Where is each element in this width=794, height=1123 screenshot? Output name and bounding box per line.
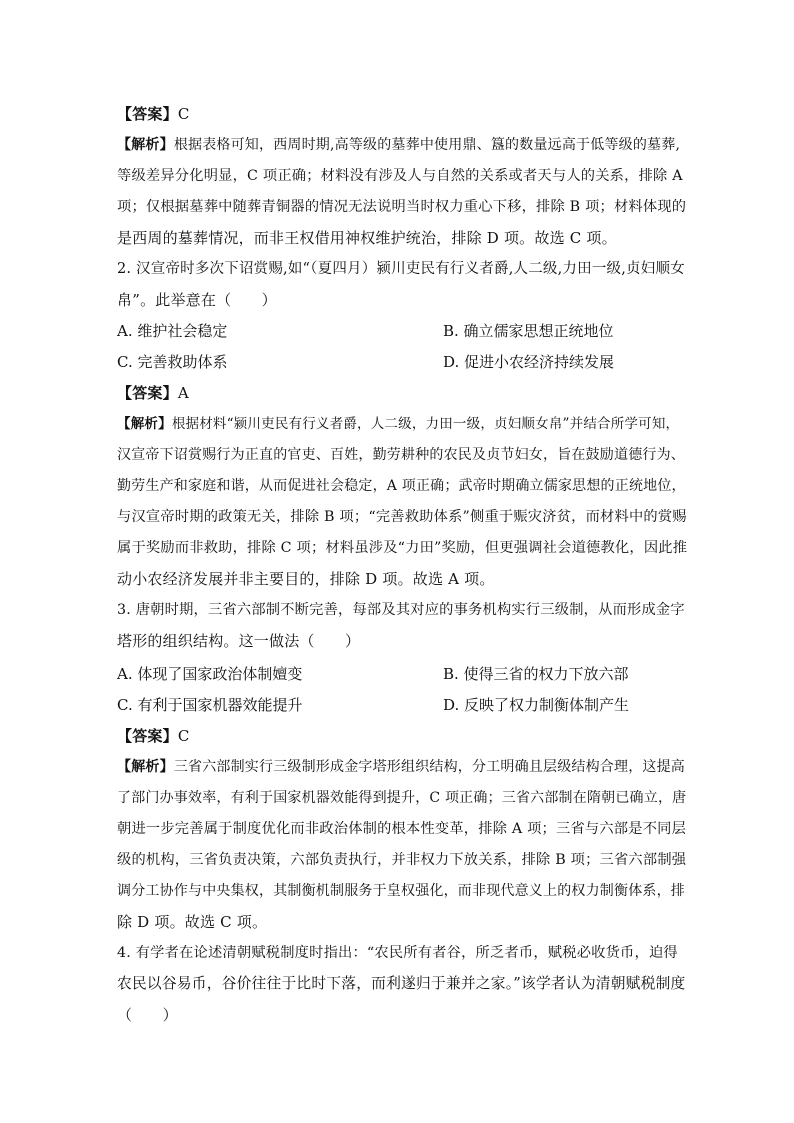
analysis-tag: 【解析】: [117, 137, 174, 153]
q2-option-c: C. 完善救助体系: [117, 353, 228, 371]
q3-stem-line-2: 塔形的组织结构。这一做法（ ）: [117, 632, 361, 650]
q2-analysis-line-6: 动小农经济发展并非主要目的，排除 D 项。故选 A 项。: [117, 570, 495, 588]
answer-tag: 【答案】: [117, 727, 178, 745]
q2-option-b: B. 确立儒家思想正统地位: [443, 322, 614, 340]
q2-stem-line-1: 2. 汉宣帝时多次下诏赏赐,如“（夏四月）颍川吏民有行义者爵,人二级,力田一级,贞妇顺女: [117, 261, 685, 277]
q3-option-b: B. 使得三省的权力下放六部: [443, 665, 629, 683]
q2-answer: [117, 383, 687, 403]
analysis-text: 三省六部制实行三级制形成金字塔形组织结构，分工明确且层级结构合理，这提高: [173, 759, 686, 775]
q2-analysis-line-4: 与汉宣帝时期的政策无关，排除 B 项；“完善救助体系”侧重于赈灾济贫，而材料中的赏赐: [117, 509, 687, 525]
q2-analysis-line-5: 属于奖励而非救助，排除 C 项；材料虽涉及“力田”奖励，但更强调社会道德教化，因此推: [117, 540, 688, 556]
q4-stem-line-2: 农民以谷易币，谷价往往于比时下落，而利遂归于兼并之家。”该学者认为清朝赋税制度: [117, 975, 686, 992]
q3-option-d: D. 反映了权力制衡体制产生: [443, 696, 630, 714]
q3-answer: [117, 726, 687, 746]
q2-analysis-line-1: [117, 414, 687, 434]
q2-stem-line-2: 帛”。此举意在（ ）: [117, 291, 277, 309]
q4-stem-line-1: 4. 有学者在论述清朝赋税制度时指出：“农民所有者谷，所乏者币，赋税必收货币，迫得: [117, 945, 678, 961]
q2-analysis-line-2: 汉宣帝下诏赏赐行为正直的官吏、百姓，勤劳耕种的农民及贞节妇女，旨在鼓励道德行为、: [117, 447, 685, 463]
q1-analysis-line-3: 项；仅根据墓葬中随葬青铜器的情况无法说明当时权力重心下移，排除 B 项；材料体现的: [117, 199, 687, 215]
q3-analysis-line-6: 除 D 项。故选 C 项。: [117, 913, 268, 931]
q2-option-d: D. 促进小农经济持续发展: [443, 353, 615, 371]
answer-value: A: [177, 384, 189, 402]
answer-tag: 【答案】: [117, 105, 178, 123]
q2-analysis-line-3: 勤劳生产和家庭和谐，从而促进社会稳定，A 项正确；武帝时期确立儒家思想的正统地位，: [117, 478, 686, 494]
q3-analysis-line-2: 了部门办事效率，有利于国家机器效能得到提升，C 项正确；三省六部制在隋朝已确立，唐: [117, 790, 687, 806]
q3-stem-line-1: 3. 唐朝时期，三省六部制不断完善，每部及其对应的事务机构实行三级制，从而形成金字: [117, 602, 685, 618]
analysis-text: 根据材料“颍川吏民有行义者爵，人二级，力田一级，贞妇顺女帛”并结合所学可知，: [171, 416, 680, 432]
analysis-tag: 【解析】: [117, 759, 174, 775]
q4-stem-line-3: （ ）: [117, 1006, 178, 1024]
q3-analysis-line-5: 调分工协作与中央集权，其制衡机制服务于皇权强化，而非现代意义上的权力制衡体系，排: [117, 883, 685, 899]
answer-value: C: [177, 105, 190, 123]
q3-analysis-line-3: 朝进一步完善属于制度优化而非政治体制的根本性变革，排除 A 项；三省与六部是不同层: [117, 821, 687, 837]
q1-analysis-line-2: 等级差异分化明显，C 项正确；材料没有涉及人与自然的关系或者天与人的关系，排除 A: [117, 168, 683, 184]
analysis-text: 根据表格可知，西周时期,高等级的墓葬中使用鼎、簋的数量远高于低等级的墓葬,: [173, 137, 681, 153]
q3-analysis-line-1: [117, 757, 687, 777]
answer-value: C: [177, 727, 190, 745]
q3-analysis-line-4: 级的机构，三省负责决策，六部负责执行，并非权力下放关系，排除 B 项；三省六部制强: [117, 852, 687, 868]
analysis-tag: 【解析】: [117, 416, 172, 432]
q1-answer: [117, 104, 687, 124]
q1-analysis-line-1: [117, 135, 687, 155]
answer-tag: 【答案】: [117, 384, 178, 402]
q3-option-c: C. 有利于国家机器效能提升: [117, 696, 303, 714]
q3-option-a: A. 体现了国家政治体制嬗变: [117, 665, 303, 683]
q2-option-a: A. 维护社会稳定: [117, 322, 228, 340]
q1-analysis-line-4: 是西周的墓葬情况，而非王权借用神权维护统治，排除 D 项。故选 C 项。: [117, 229, 617, 247]
